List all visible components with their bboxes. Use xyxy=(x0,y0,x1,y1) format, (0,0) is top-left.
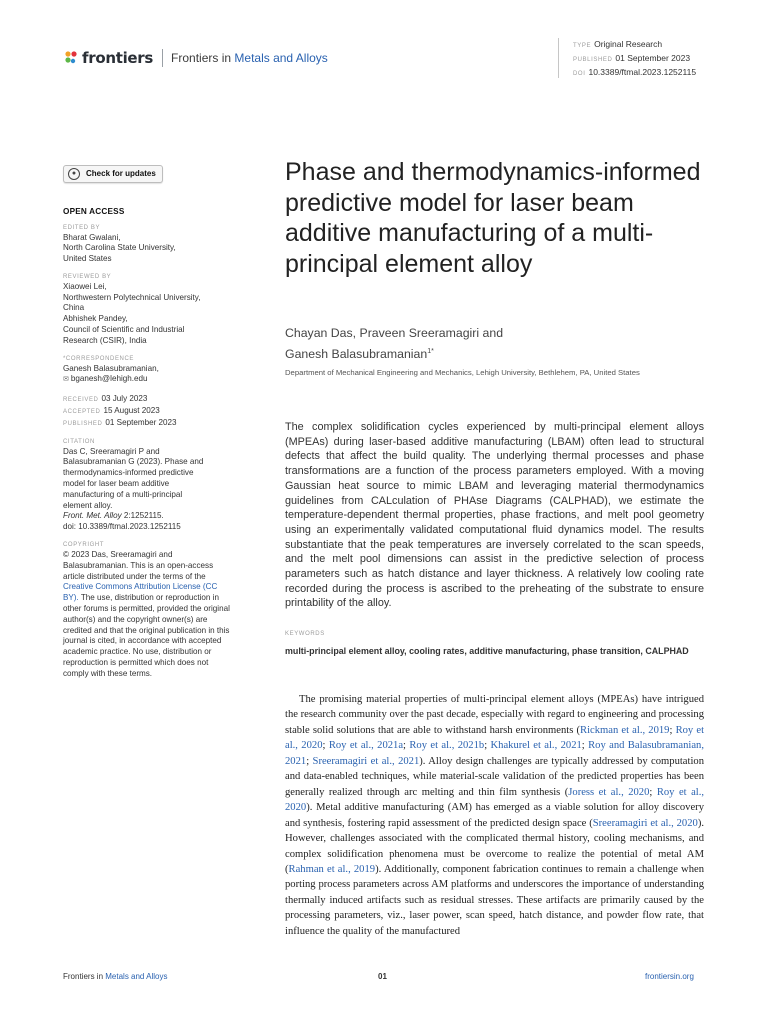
check-for-updates-button[interactable]: ● Check for updates xyxy=(63,165,163,183)
citation-link[interactable]: Roy et al., 2021a xyxy=(328,740,404,752)
article-dates: RECEIVED 03 July 2023 ACCEPTED 15 August 2023 PUBLISHED 01 September 2023 xyxy=(63,394,177,427)
article-published-date: PUBLISHED 01 September 2023 xyxy=(573,53,691,63)
journal-prefix: Frontiers in xyxy=(171,51,232,65)
citation-link[interactable]: Joress et al., 2020 xyxy=(568,786,650,798)
editor-info: Bharat Gwalani, North Carolina State University, United States xyxy=(63,232,176,264)
correspondence-info: Ganesh Balasubramanian, ✉ bganesh@lehigh.edu xyxy=(63,363,159,384)
correspondence-heading: *CORRESPONDENCE xyxy=(63,355,135,362)
citation-link[interactable]: Rickman et al., 2019 xyxy=(580,724,670,736)
frontiers-logo-icon[interactable] xyxy=(63,50,79,66)
reviewers-info: Xiaowei Lei, Northwestern Polytechnical University, China Abhishek Pandey, Council of Scientific and Industrial Research (CSIR), India xyxy=(63,281,201,345)
refresh-icon: ● xyxy=(68,168,80,180)
footer-journal[interactable]: Frontiers in Metals and Alloys xyxy=(63,972,168,981)
abstract: The complex solidification cycles experienced by multi-principal element alloys (MPEAs) during laser-based additive manufacturing (LBAM) often lead to structural defects that affect the build quality. The underlying thermal processes and phase transformations are a function of the process parameters employed. With a moving Gaussian heat source to mimic LBAM and leveraging material thermodynamics guidelines from CALculation of PHAse Diagrams (CALPHAD), we estimate the temperature-dependent thermal properties, phase fractions, and melt pool geometry using an experimentally validated computational fluid dynamics model. The results substantiate that the peak temperatures are inversely correlated to the scan speeds, and the melt pool dimensions can assist in the predictive selection of process parameters such as hatch distance and layer thickness. A relatively low cooling rate recorded during the process is ascribed to the preheating of the substrate to ensure printability of the alloy. xyxy=(285,421,704,610)
citation-link[interactable]: Roy and Balasubramanian, 2021 xyxy=(285,740,704,767)
correspondence-email-link[interactable]: bganesh@lehigh.edu xyxy=(70,374,148,384)
copyright-heading: COPYRIGHT xyxy=(63,542,105,549)
keywords: multi-principal element alloy, cooling rates, additive manufacturing, phase transition, CALPHAD xyxy=(285,646,689,656)
citation-link[interactable]: Roy et al., 2020 xyxy=(285,786,705,814)
citation-link[interactable]: Rahman et al., 2019 xyxy=(288,863,376,875)
intro-paragraph: The promising material properties of multi-principal element alloys (MPEAs) have intrigued the research community over the past decade, especially with regard to engineering and processing stable solid solutions that are able to withstand harsh environments (Rickman et al., 2019; Roy et al., 2020; Roy et al., 2021a; Roy et al., 2021b; Khakurel et al., 2021; Roy and Balasubramanian, 2021; Sreeramagiri et al., 2021). Alloy design challenges are typically addressed by computation and data-enabled techniques, while material-scale validation of the predicted properties has been generally realized through arc melting and thin film synthesis (Joress et al., 2020; Roy et al., 2020). Metal additive manufacturing (AM) has emerged as a viable solution for alloy discovery and synthesis, fostering rapid assessment of the predicted design space (Sreeramagiri et al., 2020). However, challenges associated with the complicated thermal history, cooling mechanisms, and complex solidification phenomena must be overcome to realize the potential of metal AM (Rahman et al., 2019). Additionally, component fabrication continues to remain a challenge when porting process parameters across AM platforms and underscores the importance of understanding thermally induced artifacts such as residual stresses. These artifacts are primarily caused by the processing parameters, viz., laser power, scan speed, hatch distance, and powder flow rate, that influence the quality of the manufactured xyxy=(285,694,705,937)
author-affiliation: Department of Mechanical Engineering and Mechanics, Lehigh University, Bethlehem, PA, United States xyxy=(285,368,640,377)
brand-wordmark[interactable]: frontiers xyxy=(82,49,154,67)
copyright-text: © 2023 Das, Sreeramagiri and Balasubramanian. This is an open-access article distributed under the terms of the Creative Commons Attribution License (CC BY). The use, distribution or reproduction in other forums is permitted, provided the original author(s) and the copyright owner(s) are credited and that the original publication in this journal is cited, in accordance with accepted academic practice. No use, distribution or reproduction is permitted which does not comply with these terms. xyxy=(63,550,230,678)
citation-link[interactable]: Sreeramagiri et al., 2021 xyxy=(312,755,420,767)
article-meta xyxy=(558,38,696,78)
citation-link[interactable]: Roy et al., 2021b xyxy=(409,740,485,752)
article-title: Phase and thermodynamics-informed predictive model for laser beam additive manufacturing of a multi-principal element alloy xyxy=(285,158,701,278)
cc-by-license-link[interactable]: Creative Commons Attribution License (CC BY). xyxy=(63,582,218,603)
journal-title[interactable] xyxy=(171,51,328,65)
page-number: 01 xyxy=(378,972,387,981)
citation-heading: CITATION xyxy=(63,438,95,445)
article-type: TYPE Original Research xyxy=(573,39,663,49)
open-access-label: OPEN ACCESS xyxy=(63,206,125,216)
edited-by-heading: EDITED BY xyxy=(63,224,101,231)
footer-site-link[interactable]: frontiersin.org xyxy=(645,972,694,981)
keywords-heading: KEYWORDS xyxy=(285,631,325,637)
citation-doi[interactable]: doi: 10.3389/ftmal.2023.1252115 xyxy=(63,522,181,532)
citation-link[interactable]: Khakurel et al., 2021 xyxy=(490,740,582,752)
article-sidebar xyxy=(63,162,235,680)
citation-link[interactable]: Roy et al., 2020 xyxy=(285,724,705,752)
mail-icon: ✉ xyxy=(63,376,69,384)
citation-link[interactable]: Sreeramagiri et al., 2020 xyxy=(592,817,698,829)
citation-info: Das C, Sreeramagiri P and Balasubramanian G (2023). Phase and thermodynamics-informed predictive model for laser beam additive manufacturing of a multi-principal element alloy. Front. Met. Alloy 2:1252115. doi: 10.3389/ftmal.2023.1252115 xyxy=(63,447,235,533)
journal-header xyxy=(63,48,328,68)
reviewed-by-heading: REVIEWED BY xyxy=(63,273,112,280)
header-divider xyxy=(162,49,163,67)
article-doi: DOI 10.3389/ftmal.2023.1252115 xyxy=(573,67,697,77)
article-authors: Chayan Das, Praveen Sreeramagiri and Ganesh Balasubramanian$^{1*}$ xyxy=(285,326,504,361)
journal-name: Metals and Alloys xyxy=(234,51,328,65)
